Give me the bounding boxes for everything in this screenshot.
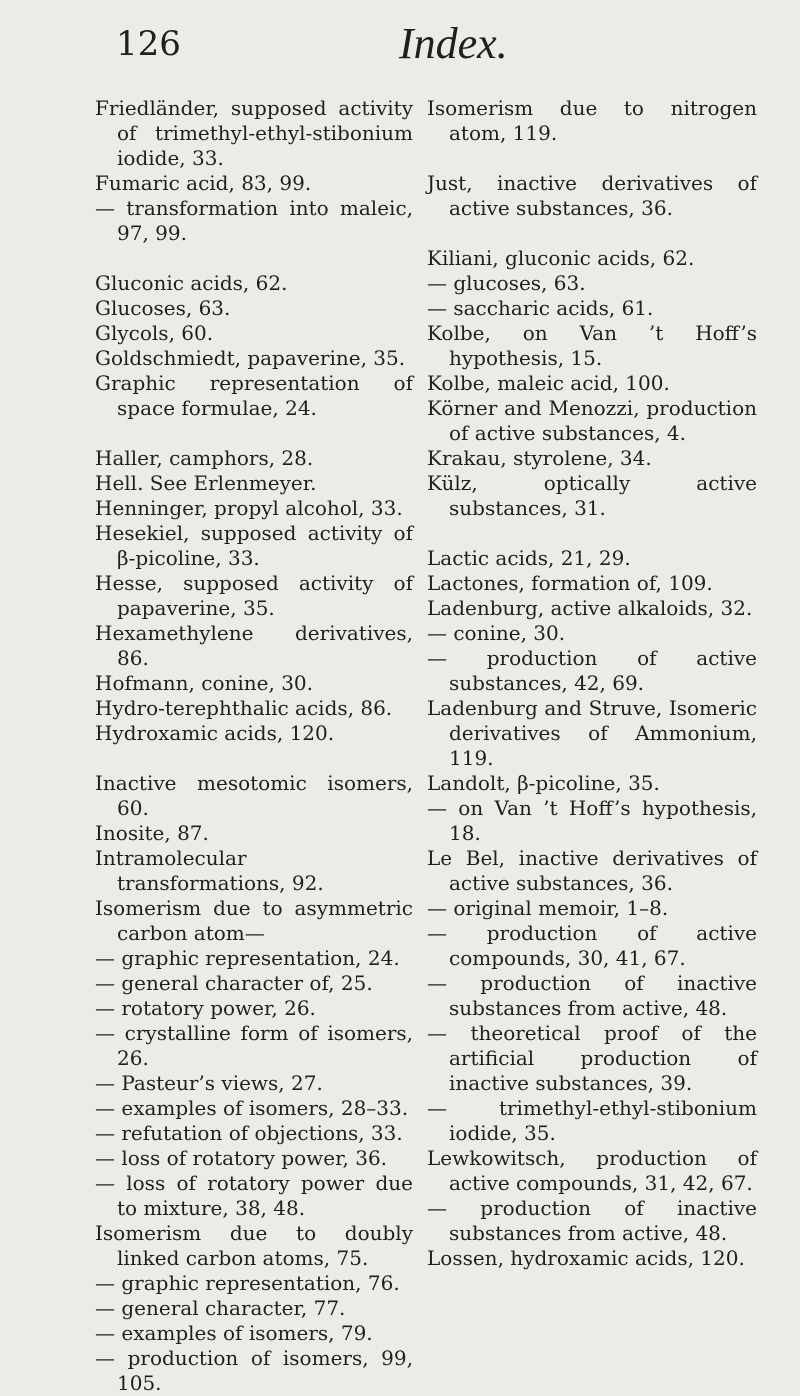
index-entry: — transformation into maleic, 97, 99. bbox=[95, 196, 413, 245]
index-entry: — theoretical proof of the artificial production of inactive substances, 39. bbox=[427, 1021, 757, 1095]
index-entry: Hydroxamic acids, 120. bbox=[95, 721, 335, 745]
index-entry: — general character of, 25. bbox=[95, 971, 373, 995]
index-entry: Henninger, propyl alcohol, 33. bbox=[95, 496, 403, 520]
index-entry: Glucoses, 63. bbox=[95, 296, 231, 320]
index-entry: — conine, 30. bbox=[427, 621, 566, 645]
index-entry: Friedländer, supposed activity of trimethyl-ethyl-stibonium iodide, 33. bbox=[95, 96, 413, 170]
index-entry: Isomerism due to doubly linked carbon atoms, 75. bbox=[95, 1221, 413, 1270]
index-entry: Isomerism due to asymmetric carbon atom— bbox=[95, 896, 413, 945]
index-entry: Gluconic acids, 62. bbox=[95, 271, 288, 295]
index-entry: Lossen, hydroxamic acids, 120. bbox=[427, 1246, 745, 1270]
index-entry: Ladenburg and Struve, Isomeric derivatives of Ammonium, 119. bbox=[427, 696, 757, 770]
index-entry: — production of inactive substances from active, 48. bbox=[427, 971, 757, 1020]
index-entry: — production of inactive substances from active, 48. bbox=[427, 1196, 757, 1245]
index-entry: — production of active substances, 42, 69. bbox=[427, 646, 757, 695]
index-entry: — original memoir, 1–8. bbox=[427, 896, 669, 920]
entry-gap bbox=[427, 521, 757, 546]
entry-gap bbox=[95, 421, 413, 446]
index-entry: Krakau, styrolene, 34. bbox=[427, 446, 652, 470]
index-entry: — loss of rotatory power due to mixture, 38, 48. bbox=[95, 1171, 413, 1220]
index-entry: Isomerism due to nitrogen atom, 119. bbox=[427, 96, 757, 145]
index-entry: — graphic representation, 24. bbox=[95, 946, 400, 970]
index-entry: Fumaric acid, 83, 99. bbox=[95, 171, 312, 195]
index-entry: — rotatory power, 26. bbox=[95, 996, 316, 1020]
entry-gap bbox=[427, 146, 757, 171]
index-entry: Graphic representation of space formulae, 24. bbox=[95, 371, 413, 420]
index-entry: Lactones, formation of, 109. bbox=[427, 571, 713, 595]
entry-gap bbox=[427, 221, 757, 246]
index-entry: Lewkowitsch, production of active compounds, 31, 42, 67. bbox=[427, 1146, 757, 1195]
index-entry: Hexamethylene derivatives, 86. bbox=[95, 621, 413, 670]
index-entry: Kolbe, on Van ’t Hoff’s hypothesis, 15. bbox=[427, 321, 757, 370]
index-entry: Kolbe, maleic acid, 100. bbox=[427, 371, 670, 395]
index-entry: Körner and Menozzi, production of active substances, 4. bbox=[427, 396, 757, 445]
index-entry: Haller, camphors, 28. bbox=[95, 446, 314, 470]
index-entry: — Pasteur’s views, 27. bbox=[95, 1071, 323, 1095]
entry-gap bbox=[95, 746, 413, 771]
index-entry: Goldschmiedt, papaverine, 35. bbox=[95, 346, 406, 370]
index-entry: Glycols, 60. bbox=[95, 321, 214, 345]
index-entry: — saccharic acids, 61. bbox=[427, 296, 654, 320]
index-entry: Intramolecular transformations, 92. bbox=[95, 846, 324, 895]
index-entry: — loss of rotatory power, 36. bbox=[95, 1146, 388, 1170]
page-number: 126 bbox=[116, 24, 181, 64]
index-entry: Hell. See Erlenmeyer. bbox=[95, 471, 317, 495]
entry-gap bbox=[95, 246, 413, 271]
index-entry: — trimethyl-ethyl-stibonium iodide, 35. bbox=[427, 1096, 757, 1145]
running-head-title: Index. bbox=[399, 19, 508, 68]
index-entry: Hydro-terephthalic acids, 86. bbox=[95, 696, 393, 720]
index-entry: — examples of isomers, 79. bbox=[95, 1321, 373, 1345]
index-entry: Just, inactive derivatives of active substances, 36. bbox=[427, 171, 757, 220]
index-entry: Hesekiel, supposed activity of β-picoline, 33. bbox=[95, 521, 413, 570]
index-entry: Külz, optically active substances, 31. bbox=[427, 471, 757, 520]
index-entry: — crystalline form of isomers, 26. bbox=[95, 1021, 413, 1070]
index-column-right bbox=[427, 96, 757, 1271]
index-entry: — production of active compounds, 30, 41, 67. bbox=[427, 921, 757, 970]
index-entry: Hesse, supposed activity of papaverine, 35. bbox=[95, 571, 413, 620]
index-entry: Lactic acids, 21, 29. bbox=[427, 546, 631, 570]
index-entry: Ladenburg, active alkaloids, 32. bbox=[427, 596, 753, 620]
index-entry: — general character, 77. bbox=[95, 1296, 346, 1320]
index-column-left bbox=[95, 96, 413, 1396]
index-entry: — glucoses, 63. bbox=[427, 271, 586, 295]
index-entry: — refutation of objections, 33. bbox=[95, 1121, 403, 1145]
index-entry: — graphic representation, 76. bbox=[95, 1271, 400, 1295]
index-entry: Landolt, β-picoline, 35. bbox=[427, 771, 660, 795]
index-entry: Hofmann, conine, 30. bbox=[95, 671, 314, 695]
index-entry: — examples of isomers, 28–33. bbox=[95, 1096, 409, 1120]
index-entry: Le Bel, inactive derivatives of active substances, 36. bbox=[427, 846, 757, 895]
index-entry: Inosite, 87. bbox=[95, 821, 209, 845]
index-entry: Inactive mesotomic isomers, 60. bbox=[95, 771, 413, 820]
index-entry: Kiliani, gluconic acids, 62. bbox=[427, 246, 695, 270]
index-entry: — production of isomers, 99, 105. bbox=[95, 1346, 413, 1395]
index-entry: — on Van ’t Hoff’s hypothesis, 18. bbox=[427, 796, 757, 845]
